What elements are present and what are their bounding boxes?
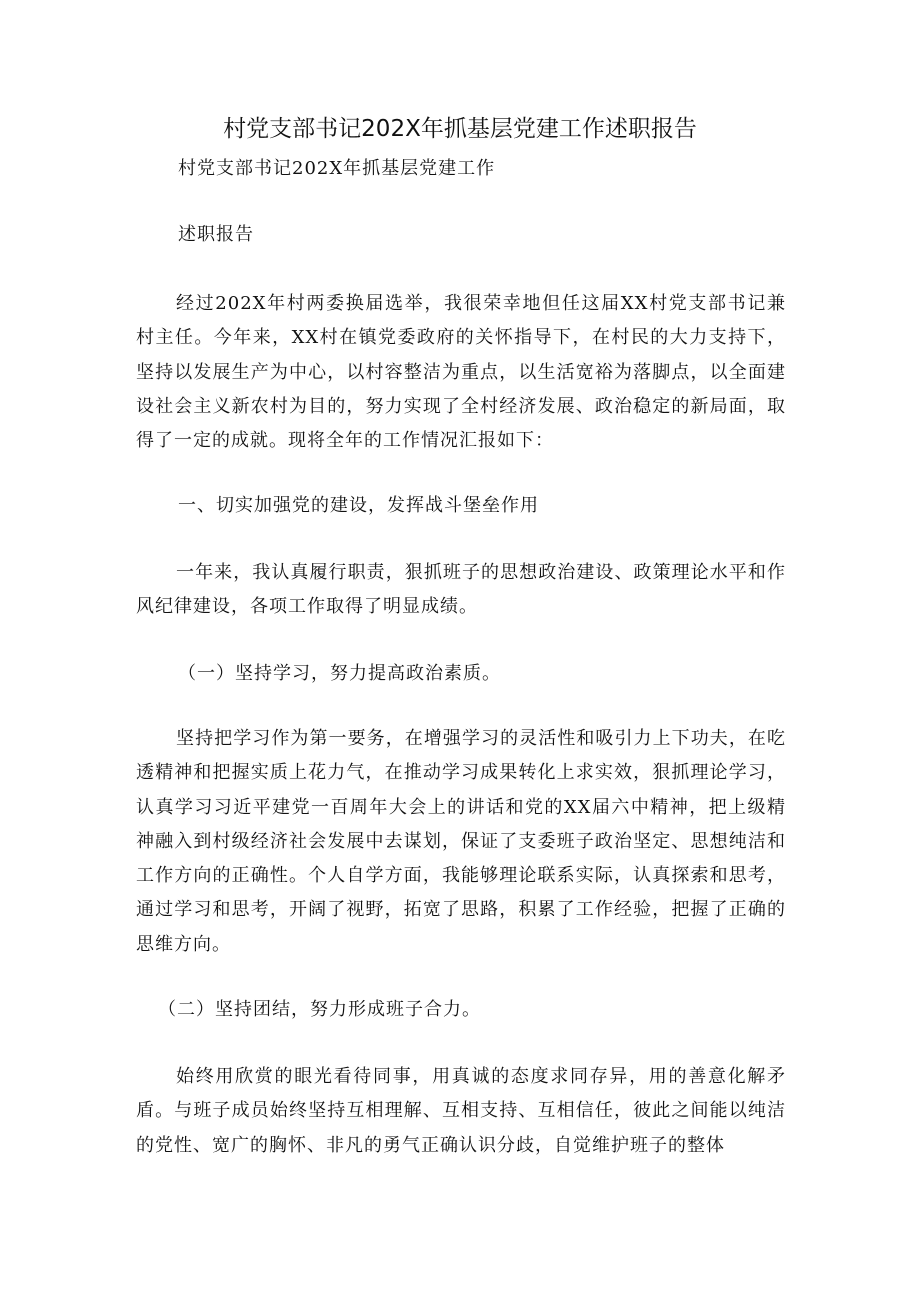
- section-heading-1: 一、切实加强党的建设，发挥战斗堡垒作用: [178, 495, 539, 516]
- paragraph-3: 始终用欣赏的眼光看待同事，用真诚的态度求同存异，用的善意化解矛盾。与班子成员始终坚持互相理解、互相支持、互相信任，彼此之间能以纯洁的党性、宽广的胸怀、非凡的勇气正确认识分歧，自觉维护班子的整体: [136, 1066, 786, 1156]
- subtitle-line-1: 村党支部书记202X年抓基层党建工作: [178, 158, 496, 179]
- document-title: 村党支部书记202X年抓基层党建工作述职报告: [223, 116, 697, 142]
- intro-paragraph: 经过202X年村两委换届选举，我很荣幸地但任这届XX村党支部书记兼村主任。今年来，XX村在镇党委政府的关怀指导下，在村民的大力支持下，坚持以发展生产为中心，以村容整洁为重点，以生活宽裕为落脚点，以全面建设社会主义新农村为目的，努力实现了全村经济发展、政治稳定的新局面，取得了一定的成就。现将全年的工作情况汇报如下：: [136, 293, 786, 452]
- subsection-heading-2: （二）坚持团结，努力形成班子合力。: [158, 999, 481, 1020]
- paragraph-1: 一年来，我认真履行职责，狠抓班子的思想政治建设、政策理论水平和作风纪律建设，各项工作取得了明显成绩。: [136, 562, 786, 618]
- subsection-heading-1: （一）坚持学习，努力提高政治素质。: [178, 663, 501, 684]
- paragraph-2: 坚持把学习作为第一要务，在增强学习的灵活性和吸引力上下功夫，在吃透精神和把握实质上花力气，在推动学习成果转化上求实效，狠抓理论学习，认真学习习近平建党一百周年大会上的讲话和党的XX届六中精神，把上级精神融入到村级经济社会发展中去谋划，保证了支委班子政治坚定、思想纯洁和工作方向的正确性。个人自学方面，我能够理论联系实际，认真探索和思考，通过学习和思考，开阔了视野，拓宽了思路，积累了工作经验，把握了正确的思维方向。: [136, 728, 786, 955]
- subtitle-line-2: 述职报告: [178, 224, 254, 245]
